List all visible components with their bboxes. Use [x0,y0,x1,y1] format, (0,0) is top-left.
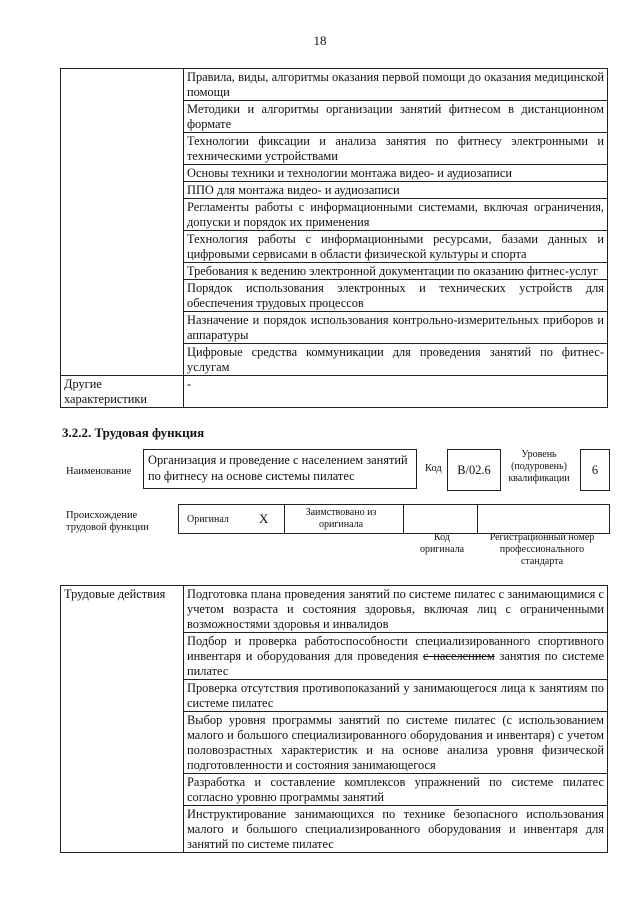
section-heading: 3.2.2. Трудовая функция [62,425,205,440]
knowledge-item: Требования к ведению электронной документации по оказанию фитнес-услуг [184,263,608,280]
original-label: Оригинал [187,514,229,525]
action-item: Инструктирование занимающихся по технике безопасного использования малого и большого специализированного оборудования и инвентаря для занятий по системе пилатес [184,806,608,853]
knowledge-item: Технология работы с информационными ресурсами, базами данных и цифровыми сервисами в области физической культуры и спорта [184,231,608,263]
action-text-before: Подбор и проверка работоспособности специализированного спортивного инвентаря и оборудования для проведения [187,634,604,663]
actions-table [60,585,608,853]
action-item-equipment [184,633,608,680]
name-label: Наименование [66,466,132,477]
action-item: Выбор уровня программы занятий по системе пилатес (с использованием малого и большого специализированного оборудования и инвентаря) с учетом половозрастных характеристик и на основе анализа уровня физической подготовленности и состояния занимающегося [184,712,608,774]
original-mark: X [259,511,269,526]
action-item: Разработка и составление комплексов упражнений по системе пилатес согласно уровню программы занятий [184,774,608,806]
code-value-box: B/02.6 [447,449,501,491]
page-number: 18 [313,33,327,48]
struck-text: с населением [423,649,495,663]
actions-label: Трудовые действия [61,586,184,853]
action-item: Проверка отсутствия противопоказаний у занимающегося лица к занятиям по системе пилатес [184,680,608,712]
function-name-box: Организация и проведение с населением занятий по фитнесу на основе системы пилатес [143,449,417,489]
knowledge-item: ППО для монтажа видео- и аудиозаписи [184,182,608,199]
origin-divider [477,505,478,533]
action-text-after: занятия по системе пилатес [187,649,604,678]
reg-number-label: Регистрационный номер профессионального стандарта [489,532,595,567]
knowledge-item: Правила, виды, алгоритмы оказания первой помощи до оказания медицинской помощи [184,69,608,101]
knowledge-item: Методики и алгоритмы организации занятий фитнесом в дистанционном формате [184,101,608,133]
knowledge-item: Порядок использования электронных и технических устройств для обеспечения трудовых процессов [184,280,608,312]
origin-divider [284,505,285,533]
code-label: Код [425,463,442,474]
code-original-label: Код оригинала [419,532,465,555]
knowledge-item: Регламенты работы с информационными системами, включая ограничения, допуски и порядок их применения [184,199,608,231]
knowledge-item: Цифровые средства коммуникации для проведения занятий по фитнес-услугам [184,344,608,376]
level-value-box: 6 [580,449,610,491]
origin-label: Происхождение трудовой функции [66,510,149,533]
knowledge-item: Основы техники и технологии монтажа видео- и аудиозаписи [184,165,608,182]
empty-label-cell [61,69,184,376]
other-characteristics-value: - [184,376,608,408]
knowledge-item: Технологии фиксации и анализа занятия по фитнесу электронными и техническими устройствами [184,133,608,165]
other-characteristics-label: Другие характеристики [61,376,184,408]
borrowed-label: Заимствовано из оригинала [305,507,377,530]
origin-divider [403,505,404,533]
level-label: Уровень (подуровень) квалификации [508,449,570,484]
action-item: Подготовка плана проведения занятий по системе пилатес с занимающимися с учетом возраста и состояния здоровья, включая лиц с ограниченными возможностями здоровья и инвалидов [184,586,608,633]
knowledge-item: Назначение и порядок использования контрольно-измерительных приборов и аппаратуры [184,312,608,344]
knowledge-table [60,68,608,408]
origin-box [178,504,610,534]
